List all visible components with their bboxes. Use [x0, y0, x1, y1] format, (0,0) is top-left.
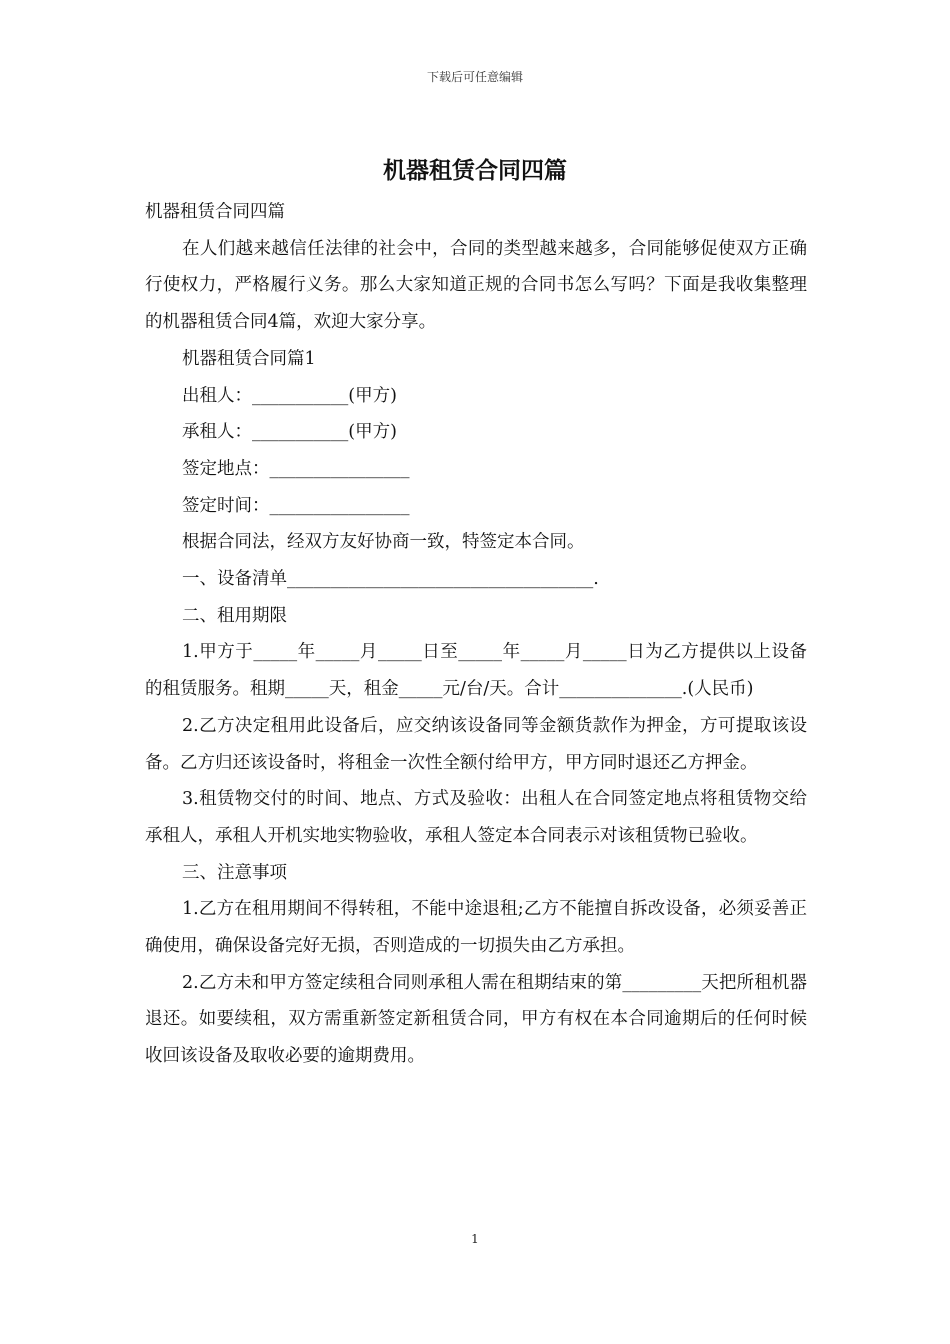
page-number: 1	[471, 1232, 479, 1246]
paragraph: 根据合同法，经双方友好协商一致，特签定本合同。	[182, 532, 585, 553]
section-heading: 三、注意事项	[182, 862, 287, 883]
section-heading: 二、租用期限	[182, 605, 287, 626]
header-note: 下载后可任意编辑	[426, 70, 523, 84]
paragraph: 2.乙方决定租用此设备后，应交纳该设备同等金额货款作为押金，方可提取该设备。乙方归还该设备时，将租金一次性全额付给甲方，甲方同时退还乙方押金。	[145, 715, 807, 773]
paragraph: 承租人：___________(甲方)	[182, 422, 397, 443]
paragraph: 1.乙方在租用期间不得转租，不能中途退租;乙方不能擅自拆改设备，必须妥善正确使用，确保设备完好无损，否则造成的一切损失由乙方承担。	[145, 899, 807, 957]
paragraph: 2.乙方未和甲方签定续租合同则承租人需在租期结束的第_________天把所租机器退还。如要续租，双方需重新签定新租赁合同，甲方有权在本合同逾期后的任何时候收回该设备及取收必要的逾期费用。	[145, 972, 807, 1067]
paragraph: 签定地点：________________	[182, 458, 410, 479]
document-title: 机器租赁合同四篇	[383, 157, 567, 184]
paragraph: 机器租赁合同四篇	[145, 202, 285, 222]
paragraph: 3.租赁物交付的时间、地点、方式及验收：出租人在合同签定地点将租赁物交给承租人，承租人开机实地实物验收，承租人签定本合同表示对该租赁物已验收。	[145, 789, 807, 846]
section-heading: 机器租赁合同篇1	[182, 348, 316, 369]
paragraph: 签定时间：________________	[182, 495, 410, 516]
document-body	[145, 194, 807, 1075]
paragraph: 一、设备清单___________________________________.	[182, 569, 599, 590]
paragraph: 出租人：___________(甲方)	[182, 385, 397, 406]
paragraph: 在人们越来越信任法律的社会中，合同的类型越来越多，合同能够促使双方正确行使权力，严格履行义务。那么大家知道正规的合同书怎么写吗？下面是我收集整理的机器租赁合同4篇，欢迎大家分享。	[145, 238, 807, 333]
paragraph: 1.甲方于_____年_____月_____日至_____年_____月_____日为乙方提供以上设备的租赁服务。租期_____天，租金_____元/台/天。合计______________.(人民币)	[145, 642, 807, 700]
